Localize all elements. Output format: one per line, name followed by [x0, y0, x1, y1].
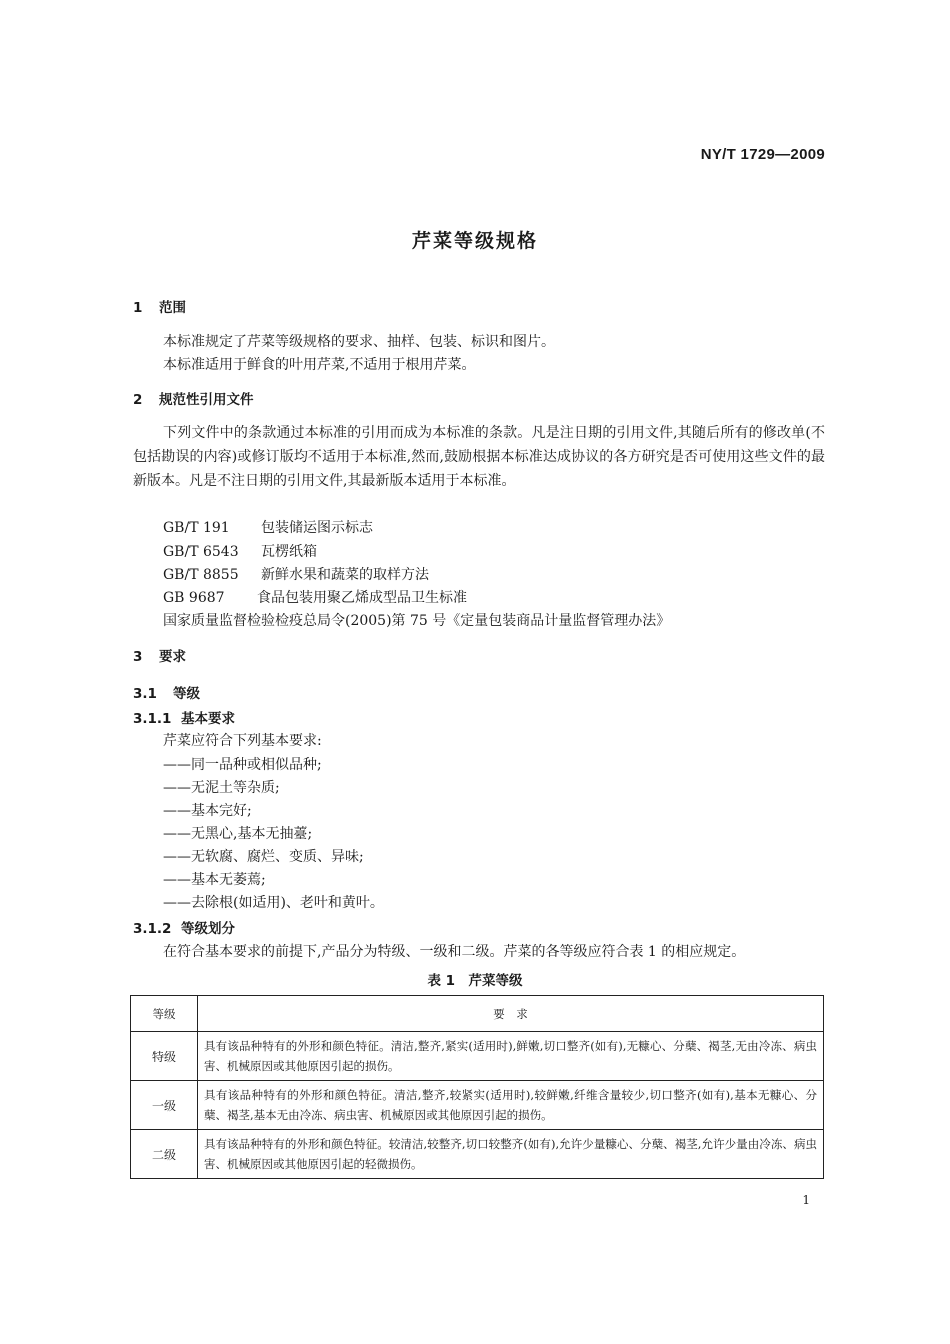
- section-1-heading: [133, 296, 186, 316]
- section-3-1-1-heading: [133, 707, 235, 727]
- reference-code: GB/T 8855: [163, 567, 239, 583]
- grade-cell: 一级: [131, 1081, 198, 1130]
- table-row: [131, 1032, 824, 1081]
- requirement-item: ——基本完好;: [163, 803, 252, 819]
- reference-item: [163, 517, 373, 537]
- reference-item: [163, 564, 429, 584]
- table-row: [131, 1081, 824, 1130]
- section-1-line-2: 本标准适用于鲜食的叶用芹菜,不适用于根用芹菜。: [163, 357, 476, 373]
- table-header-requirement: 要 求: [198, 996, 824, 1032]
- page-number: 1: [802, 1193, 810, 1207]
- standard-code: NY/T 1729—2009: [700, 146, 825, 163]
- section-3-1-heading: [133, 682, 200, 702]
- requirement-item: ——去除根(如适用)、老叶和黄叶。: [163, 895, 384, 911]
- grade-cell: 二级: [131, 1130, 198, 1179]
- basic-requirements-intro: 芹菜应符合下列基本要求:: [163, 733, 322, 749]
- table-row: [131, 1130, 824, 1179]
- section-title: 等级: [173, 686, 200, 702]
- requirement-item: ——同一品种或相似品种;: [163, 757, 322, 773]
- section-number: 3.1.1: [133, 711, 172, 727]
- section-title: 规范性引用文件: [159, 392, 254, 408]
- reference-code: GB 9687: [163, 590, 225, 606]
- requirement-item: ——基本无萎蔫;: [163, 872, 266, 888]
- reference-code: GB/T 191: [163, 520, 230, 536]
- section-title: 范围: [159, 300, 186, 316]
- section-title: 等级划分: [181, 921, 235, 937]
- section-number: 3.1.2: [133, 921, 172, 937]
- section-title: 基本要求: [181, 711, 235, 727]
- grade-cell: 特级: [131, 1032, 198, 1081]
- grading-text: 在符合基本要求的前提下,产品分为特级、一级和二级。芹菜的各等级应符合表 1 的相应规定。: [163, 944, 746, 960]
- section-2-heading: [133, 388, 254, 408]
- requirement-cell: 具有该品种特有的外形和颜色特征。较清洁,较整齐,切口较整齐(如有),允许少量糠心、分蘖、褐茎,允许少量由冷冻、病虫害、机械原因或其他原因引起的轻微损伤。: [198, 1130, 824, 1179]
- section-2-paragraph: 下列文件中的条款通过本标准的引用而成为本标准的条款。凡是注日期的引用文件,其随后所有的修改单(不包括勘误的内容)或修订版均不适用于本标准,然而,鼓励根据本标准达成协议的各方研究是否可使用这些文件的最新版本。凡是不注日期的引用文件,其最新版本适用于本标准。: [133, 425, 825, 489]
- section-title: 要求: [159, 649, 186, 665]
- table-caption: 表 1 芹菜等级: [427, 973, 523, 989]
- table-header-grade: 等级: [131, 996, 198, 1032]
- reference-name: 食品包装用聚乙烯成型品卫生标准: [257, 590, 467, 606]
- requirement-item: ——无黑心,基本无抽薹;: [163, 826, 313, 842]
- section-number: 3: [133, 649, 143, 665]
- reference-name: 新鲜水果和蔬菜的取样方法: [261, 567, 429, 583]
- requirement-item: ——无软腐、腐烂、变质、异味;: [163, 849, 364, 865]
- section-number: 3.1: [133, 686, 157, 702]
- reference-item: [163, 587, 467, 607]
- requirement-cell: 具有该品种特有的外形和颜色特征。清洁,整齐,较紧实(适用时),较鲜嫩,纤维含量较少,切口整齐(如有),基本无糠心、分蘖、褐茎,基本无由冷冻、病虫害、机械原因或其他原因引起的损伤。: [198, 1081, 824, 1130]
- requirement-item: ——无泥土等杂质;: [163, 780, 280, 796]
- table-header-row: [131, 996, 824, 1032]
- section-number: 1: [133, 300, 143, 316]
- section-3-1-2-heading: [133, 917, 235, 937]
- document-title: 芹菜等级规格: [411, 230, 538, 252]
- reference-code: GB/T 6543: [163, 544, 239, 560]
- requirement-cell: 具有该品种特有的外形和颜色特征。清洁,整齐,紧实(适用时),鲜嫩,切口整齐(如有),无糠心、分蘖、褐茎,无由冷冻、病虫害、机械原因或其他原因引起的损伤。: [198, 1032, 824, 1081]
- section-1-line-1: 本标准规定了芹菜等级规格的要求、抽样、包装、标识和图片。: [163, 334, 555, 350]
- reference-name: 瓦楞纸箱: [261, 544, 317, 560]
- section-3-heading: [133, 645, 186, 665]
- reference-item: [163, 541, 317, 561]
- grade-table: [130, 995, 824, 1179]
- reference-decree: 国家质量监督检验检疫总局令(2005)第 75 号《定量包装商品计量监督管理办法》: [163, 613, 671, 629]
- section-number: 2: [133, 392, 143, 408]
- reference-name: 包装储运图示标志: [261, 520, 373, 536]
